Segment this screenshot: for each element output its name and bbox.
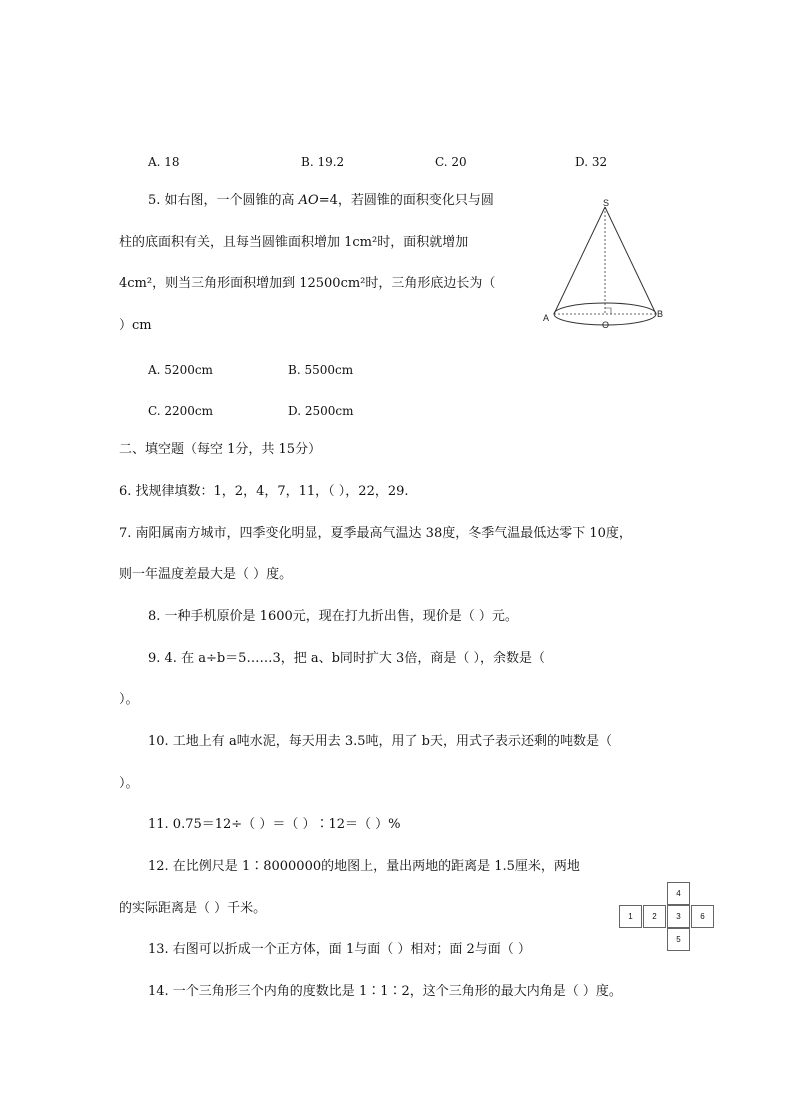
label-o: O	[602, 320, 610, 330]
q9-line-1: 9. 4. 在 a÷b＝5……3，把 a、b同时扩大 3倍，商是（ ），余数是（	[148, 651, 545, 666]
net-face-5: 5	[667, 928, 690, 951]
q7-line-2: 则一年温度差最大是（ ）度。	[119, 567, 293, 582]
q5-line-2: 柱的底面积有关，且每当圆锥面积增加 1cm²时，面积就增加	[119, 235, 469, 250]
q4-option-a: A. 18	[148, 155, 180, 169]
q8: 8. 一种手机原价是 1600元，现在打九折出售，现价是（ ）元。	[148, 609, 518, 624]
q4-option-b: B. 19.2	[301, 155, 345, 169]
right-angle-mark	[605, 308, 611, 314]
q6: 6. 找规律填数：1，2，4，7，11，（ ），22，29.	[119, 484, 409, 499]
q10-line-1: 10. 工地上有 a吨水泥，每天用去 3.5吨，用了 b天，用式子表示还剩的吨数是（	[148, 734, 612, 749]
net-face-6: 6	[691, 905, 714, 928]
cube-net	[619, 882, 719, 954]
section-2-title: 二、填空题（每空 1分，共 15分）	[119, 442, 322, 457]
q12-line-1: 12. 在比例尺是 1∶8000000的地图上，量出两地的距离是 1.5厘米，两地	[148, 859, 580, 874]
q13: 13. 右图可以折成一个正方体，面 1与面（ ）相对；面 2与面（ ）	[148, 942, 531, 957]
cone-right-edge	[605, 207, 656, 314]
net-face-2: 2	[643, 905, 666, 928]
q7-line-1: 7. 南阳属南方城市，四季变化明显，夏季最高气温达 38度，冬季气温最低达零下 10度，	[119, 526, 632, 541]
label-b: B	[657, 309, 664, 319]
cone-figure	[530, 195, 680, 335]
net-face-3: 3	[667, 905, 690, 928]
net-face-4: 4	[667, 882, 690, 905]
q5-option-a: A. 5200cm	[148, 363, 213, 377]
net-face-1: 1	[619, 905, 642, 928]
q5-option-b: B. 5500cm	[288, 363, 354, 377]
q14: 14. 一个三角形三个内角的度数比是 1∶1∶2，这个三角形的最大内角是（ ）度。	[148, 984, 622, 999]
q9-line-2: ）。	[119, 692, 139, 707]
label-a: A	[543, 313, 550, 323]
q5-option-c: C. 2200cm	[148, 404, 214, 418]
cone-left-edge	[554, 207, 605, 314]
q11: 11. 0.75＝12÷（ ）＝（ ）∶12＝（ ）%	[148, 817, 401, 832]
q5-line-3: 4cm²，则当三角形面积增加到 12500cm²时，三角形底边长为（	[119, 276, 496, 291]
q5-option-d: D. 2500cm	[288, 404, 354, 418]
q4-option-d: D. 32	[575, 155, 608, 169]
q4-option-c: C. 20	[435, 155, 467, 169]
q12-line-2: 的实际距离是（ ）千米。	[119, 901, 267, 916]
q10-line-2: ）。	[119, 776, 139, 791]
label-s: S	[603, 198, 610, 208]
q5-line-4: ）cm	[119, 318, 152, 333]
q5-line-1: 5. 如右图，一个圆锥的高 AO=4，若圆锥的面积变化只与圆	[148, 193, 494, 208]
